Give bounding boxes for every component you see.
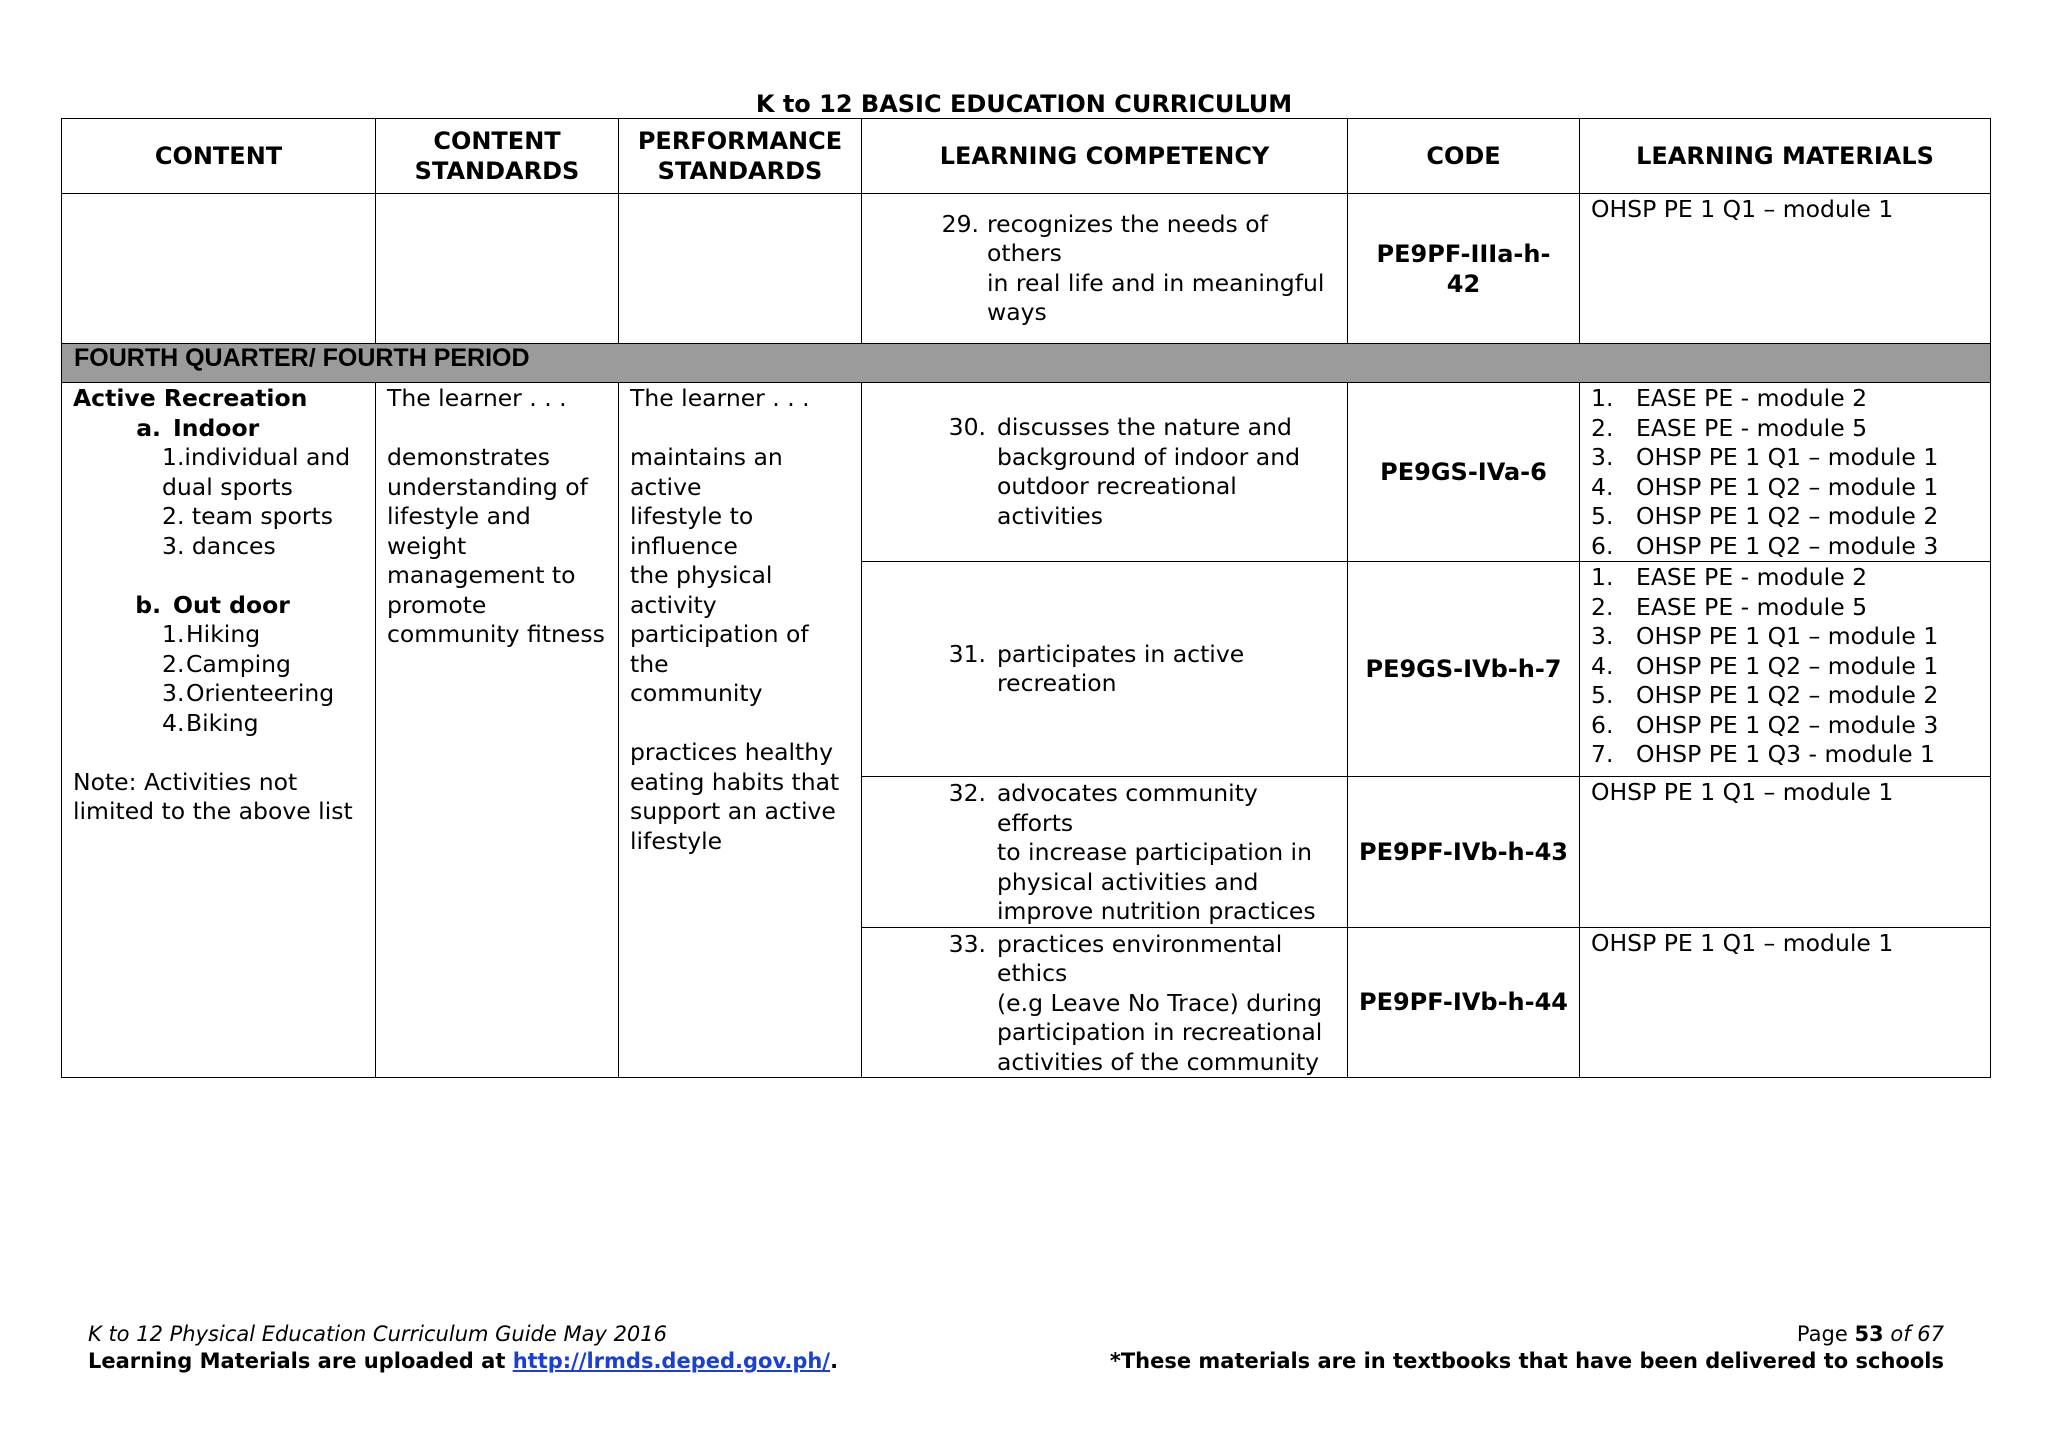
content-note: Note: Activities not limited to the above list [73, 767, 353, 825]
table-row-29 [62, 194, 1991, 344]
materials-33: OHSP PE 1 Q1 – module 1 [1580, 927, 1991, 1078]
code-33: PE9PF-IVb-h-44 [1348, 927, 1580, 1078]
materials-31: 1. EASE PE - module 2 2. EASE PE - module 5 3. OHSP PE 1 Q1 – module 1 4. OHSP PE 1 Q2 – module 1 5. OHSP PE 1 Q2 – module 2 6. OHSP PE 1 Q2 – module 3 7. OHSP PE 1 Q3 - module 1 [1580, 562, 1991, 777]
cell-empty [62, 194, 376, 344]
code-30: PE9GS-IVa-6 [1348, 383, 1580, 562]
footer-guide-title: K to 12 Physical Education Curriculum Guide May 2016 [88, 1322, 668, 1346]
competency-number: 32. [948, 779, 986, 807]
competency-number: 33. [948, 929, 986, 958]
quarter-label: FOURTH QUARTER/ FOURTH PERIOD [62, 344, 1991, 383]
code-31: PE9GS-IVb-h-7 [1348, 562, 1580, 777]
table-row-30 [62, 383, 1991, 562]
lrmds-link[interactable]: http://lrmds.deped.gov.ph/ [512, 1349, 831, 1373]
cell-empty [376, 194, 619, 344]
performance-standards-cell: The learner . . . maintains an active lifestyle to influence the physical activity participation of the community practices healthy eating habits that support an active lifestyle [619, 383, 862, 1078]
competency-number: 30. [948, 413, 986, 441]
curriculum-table [61, 118, 1991, 1078]
competency-33: 33. practices environmental ethics (e.g Leave No Trace) during participation in recreational activities of the community [862, 927, 1348, 1078]
header-code: CODE [1348, 119, 1580, 194]
competency-30: 30. discusses the nature and background of indoor and outdoor recreational activities [862, 383, 1348, 562]
cell-empty [619, 194, 862, 344]
competency-32: 32. advocates community efforts to increase participation in physical activities and improve nutrition practices [862, 777, 1348, 928]
footer-upload-note: Learning Materials are uploaded at http://lrmds.deped.gov.ph/. [88, 1349, 839, 1373]
table-header-row [62, 119, 1991, 194]
materials-32: OHSP PE 1 Q1 – module 1 [1580, 777, 1991, 928]
header-learning-competency: LEARNING COMPETENCY [862, 119, 1348, 194]
header-content: CONTENT [62, 119, 376, 194]
code-29: PE9PF-IIIa-h- 42 [1348, 194, 1580, 344]
materials-30: 1. EASE PE - module 2 2. EASE PE - module 5 3. OHSP PE 1 Q1 – module 1 4. OHSP PE 1 Q2 – module 1 5. OHSP PE 1 Q2 – module 2 6. OHSP PE 1 Q2 – module 3 [1580, 383, 1991, 562]
quarter-header-row [62, 344, 1991, 383]
header-learning-materials: LEARNING MATERIALS [1580, 119, 1991, 194]
code-32: PE9PF-IVb-h-43 [1348, 777, 1580, 928]
competency-number: 31. [948, 639, 986, 668]
footer-page-number: Page 53 of 67 [1796, 1322, 1944, 1346]
content-cell: Active Recreation a. Indoor 1.individual and dual sports 2. team sports 3. dances b. Out door 1. Hiking 2. Camping 3. Orienteering 4. Biking Note: Activities not limited to the above list [62, 383, 376, 1078]
content-heading: Active Recreation [73, 384, 308, 412]
header-performance-standards: PERFORMANCE STANDARDS [619, 119, 862, 194]
materials-29: OHSP PE 1 Q1 – module 1 [1580, 194, 1991, 344]
document-title: K to 12 BASIC EDUCATION CURRICULUM [755, 90, 1293, 118]
competency-31: 31. participates in active recreation [862, 562, 1348, 777]
competency-number: 29. [941, 209, 979, 238]
footer-textbook-note: *These materials are in textbooks that have been delivered to schools [1109, 1349, 1944, 1373]
content-standards-cell: The learner . . . demonstrates understanding of lifestyle and weight management to promote community fitness [376, 383, 619, 1078]
header-content-standards: CONTENT STANDARDS [376, 119, 619, 194]
page-footer [88, 1321, 1944, 1375]
competency-29: 29. recognizes the needs of others in real life and in meaningful ways [862, 194, 1348, 344]
